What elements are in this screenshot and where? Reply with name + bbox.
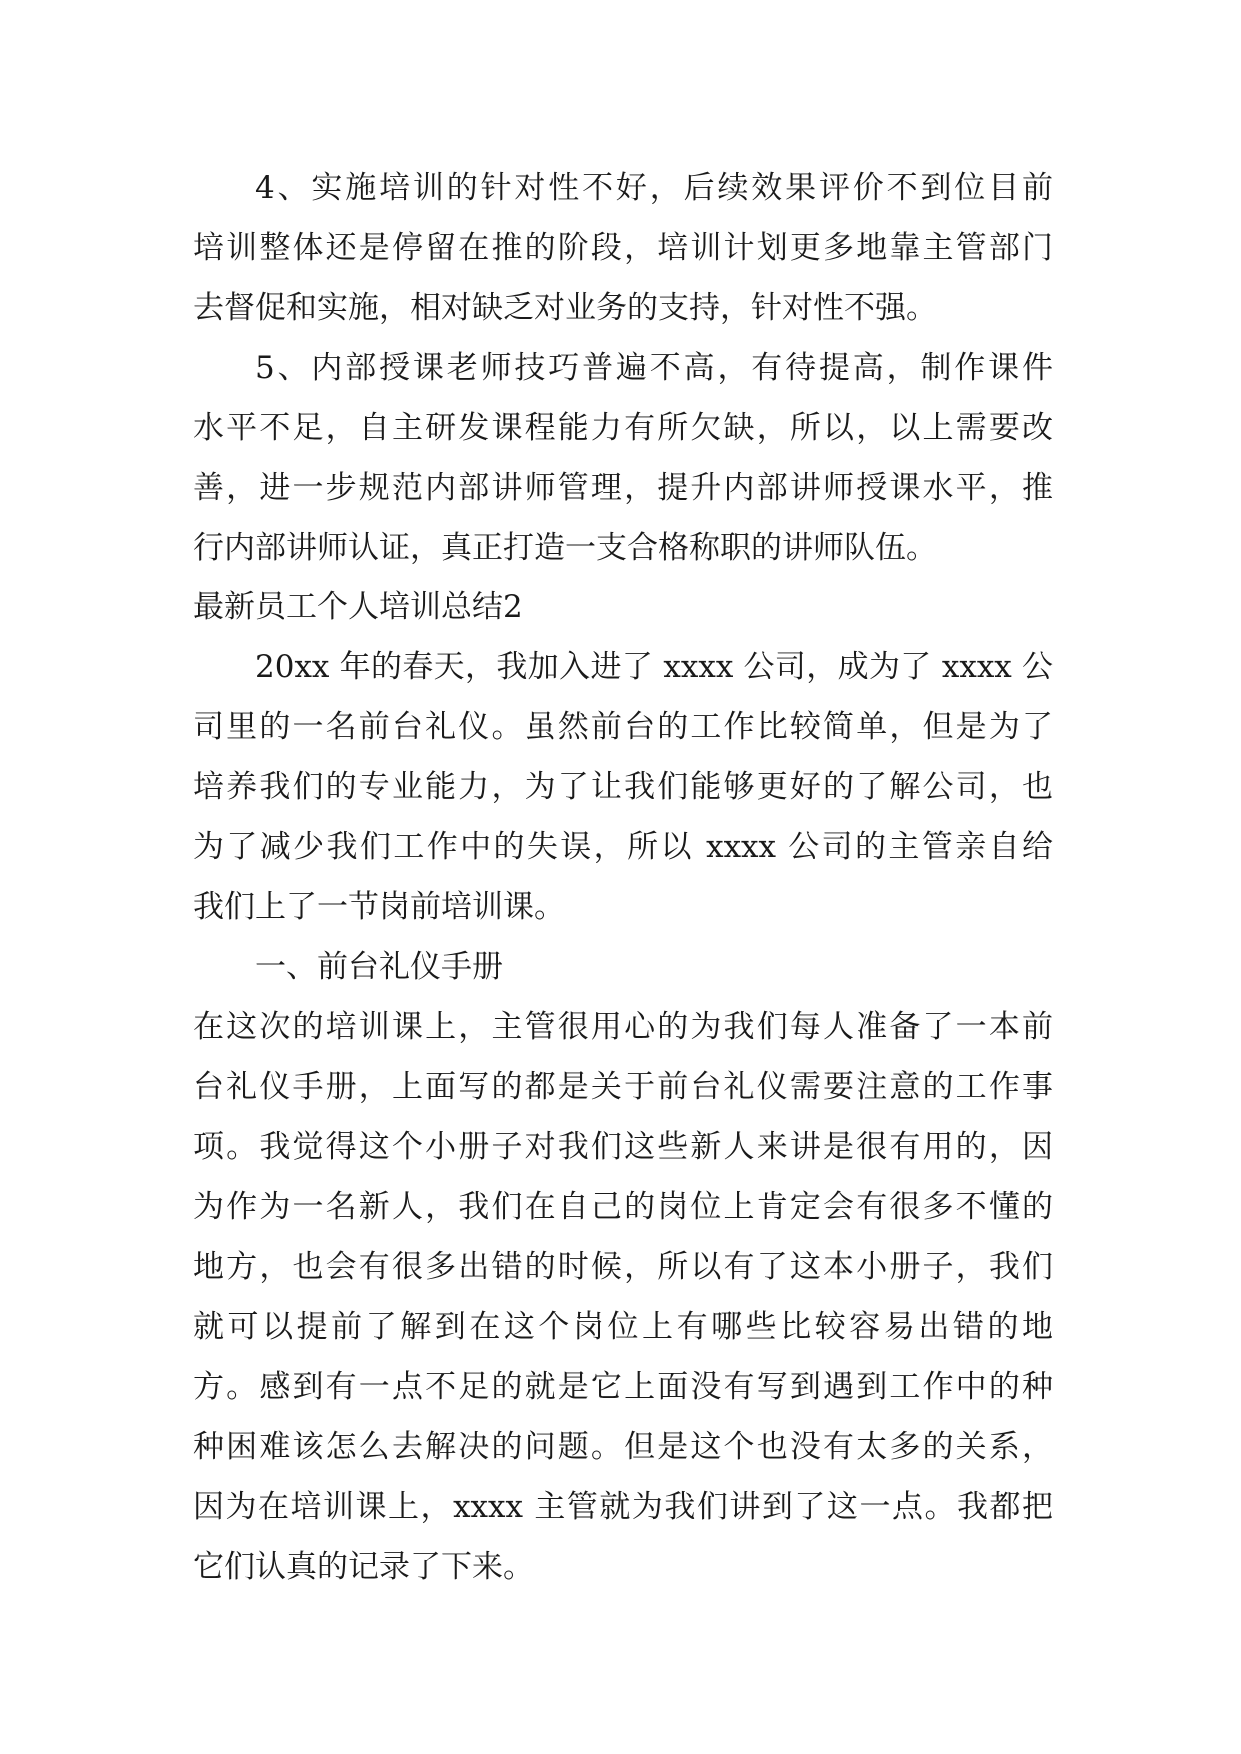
intro-line-3: 培养我们的专业能力，为了让我们能够更好的了解公司，也 [193,769,1053,805]
body-line-4: 为作为一名新人，我们在自己的岗位上肯定会有很多不懂的 [193,1189,1053,1225]
paragraph-4-line-3: 去督促和实施，相对缺乏对业务的支持，针对性不强。 [193,290,937,326]
body-line-7: 方。感到有一点不足的就是它上面没有写到遇到工作中的种 [193,1369,1053,1405]
body-line-2: 台礼仪手册，上面写的都是关于前台礼仪需要注意的工作事 [193,1069,1053,1105]
intro-line-2: 司里的一名前台礼仪。虽然前台的工作比较简单，但是为了 [193,709,1053,745]
body-line-8: 种困难该怎么去解决的问题。但是这个也没有太多的关系， [193,1429,1053,1465]
paragraph-5-line-3: 善，进一步规范内部讲师管理，提升内部讲师授课水平，推 [193,470,1053,506]
body-line-3: 项。我觉得这个小册子对我们这些新人来讲是很有用的，因 [193,1129,1053,1165]
paragraph-5-line-1: 5、内部授课老师技巧普遍不高，有待提高，制作课件 [255,350,1053,386]
intro-line-4: 为了减少我们工作中的失误，所以 xxxx 公司的主管亲自给 [193,829,1053,865]
paragraph-4-line-2: 培训整体还是停留在推的阶段，培训计划更多地靠主管部门 [193,230,1053,266]
paragraph-5-line-4: 行内部讲师认证，真正打造一支合格称职的讲师队伍。 [193,530,937,566]
subheading: 一、前台礼仪手册 [255,949,503,985]
intro-line-5: 我们上了一节岗前培训课。 [193,889,565,925]
body-line-6: 就可以提前了解到在这个岗位上有哪些比较容易出错的地 [193,1309,1053,1345]
section-title: 最新员工个人培训总结2 [193,589,523,625]
body-line-9: 因为在培训课上，xxxx 主管就为我们讲到了这一点。我都把 [193,1489,1053,1525]
body-line-5: 地方，也会有很多出错的时候，所以有了这本小册子，我们 [193,1249,1053,1285]
body-line-10: 它们认真的记录了下来。 [193,1549,534,1585]
paragraph-4-line-1: 4、实施培训的针对性不好，后续效果评价不到位目前 [255,170,1053,206]
intro-line-1: 20xx 年的春天，我加入进了 xxxx 公司，成为了 xxxx 公 [255,649,1053,685]
body-line-1: 在这次的培训课上，主管很用心的为我们每人准备了一本前 [193,1009,1053,1045]
paragraph-5-line-2: 水平不足，自主研发课程能力有所欠缺，所以，以上需要改 [193,410,1053,446]
